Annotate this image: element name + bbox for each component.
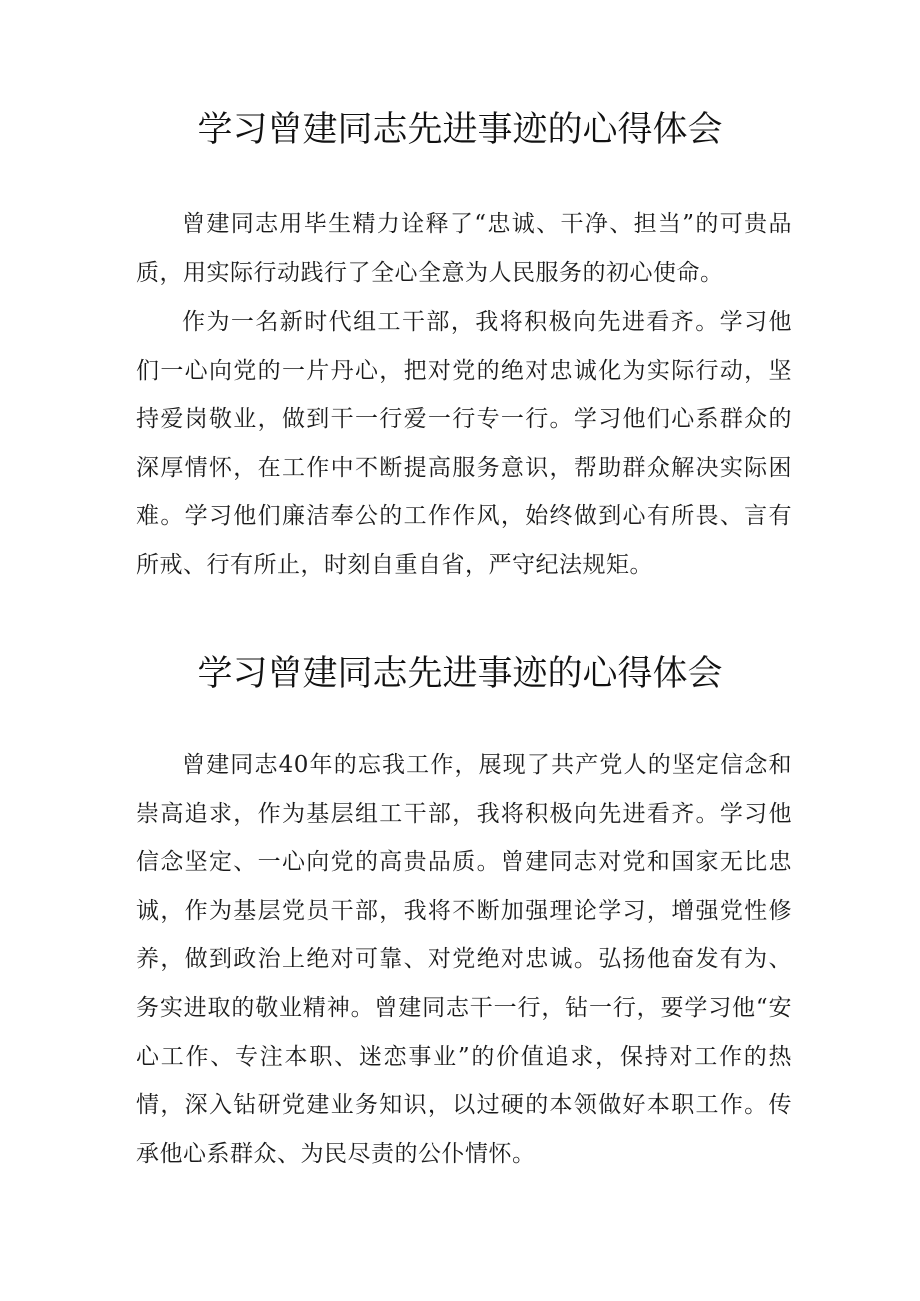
section-1-title: 学习曾建同志先进事迹的心得体会 (197, 110, 723, 150)
section-2-title: 学习曾建同志先进事迹的心得体会 (197, 654, 723, 694)
section-2-paragraph-1: 曾建同志40年的忘我工作，展现了共产党人的坚定信念和崇高追求，作为基层组工干部，我将积极向先进看齐。学习他信念坚定、一心向党的高贵品质。曾建同志对党和国家无比忠诚，作为基层党员干部，我将不断加强理论学习，增强党性修养，做到政治上绝对可靠、对党绝对忠诚。弘扬他奋发有为、务实进取的敬业精神。曾建同志干一行，钻一行，要学习他“安心工作、专注本职、迷恋事业”的价值追求，保持对工作的热情，深入钻研党建业务知识，以过硬的本领做好本职工作。传承他心系群众、为民尽责的公仆情怀。 (136, 752, 792, 1167)
section-1-paragraph-1: 曾建同志用毕生精力诠释了“忠诚、干净、担当”的可贵品质，用实际行动践行了全心全意为人民服务的初心使命。 (136, 211, 792, 286)
section-1-paragraph-2: 作为一名新时代组工干部，我将积极向先进看齐。学习他们一心向党的一片丹心，把对党的绝对忠诚化为实际行动，坚持爱岗敬业，做到干一行爱一行专一行。学习他们心系群众的深厚情怀，在工作中不断提高服务意识，帮助群众解决实际困难。学习他们廉洁奉公的工作作风，始终做到心有所畏、言有所戒、行有所止，时刻自重自省，严守纪法规矩。 (136, 309, 792, 578)
